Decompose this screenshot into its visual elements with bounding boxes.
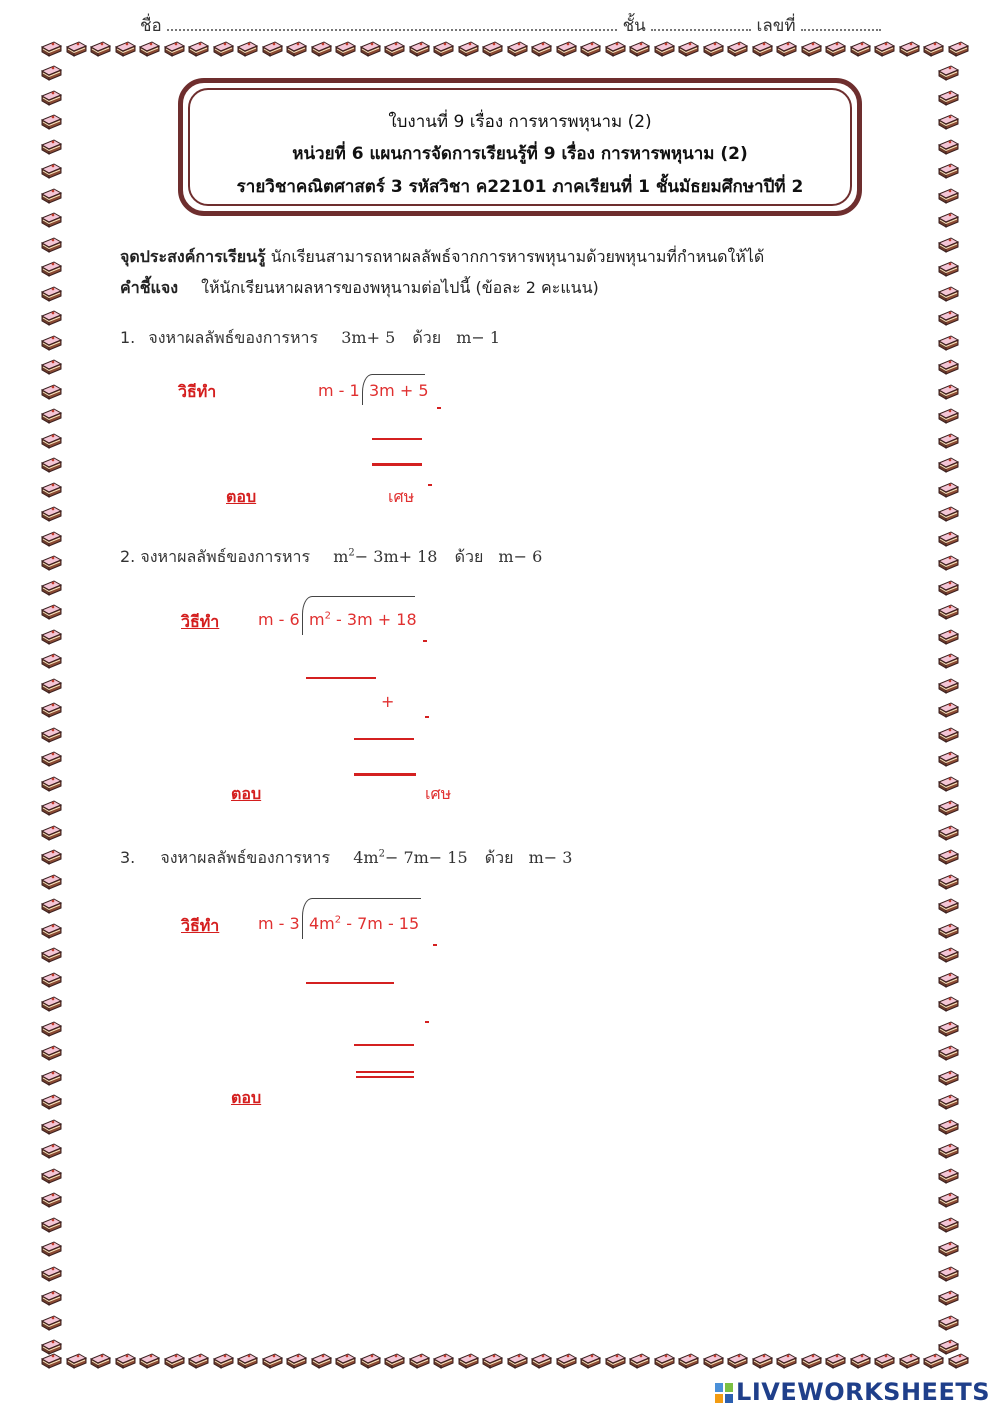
cake-border-icon <box>702 40 724 58</box>
cake-border-icon <box>937 750 959 768</box>
cake-border-icon <box>775 40 797 58</box>
cake-border-icon <box>40 236 62 254</box>
logo-text: LIVEWORKSHEETS <box>736 1378 990 1406</box>
cake-border-icon <box>334 1352 356 1370</box>
cake-border-icon <box>40 554 62 572</box>
remainder-label: เศษ <box>388 487 415 506</box>
cake-border-icon <box>40 407 62 425</box>
cake-border-icon <box>937 603 959 621</box>
class-field[interactable] <box>651 15 751 31</box>
cake-border-icon <box>40 383 62 401</box>
cake-border-icon <box>261 1352 283 1370</box>
cake-border-icon <box>285 40 307 58</box>
cake-border-icon <box>40 481 62 499</box>
name-label: ชื่อ <box>140 16 162 36</box>
question-dividend: $4m^2- 7m- 15$ <box>353 848 468 867</box>
cake-border-icon <box>506 40 528 58</box>
cake-border-icon <box>40 946 62 964</box>
cake-border-icon <box>530 40 552 58</box>
cake-border-icon <box>40 799 62 817</box>
name-field[interactable] <box>167 15 617 31</box>
cake-border-icon <box>40 1118 62 1136</box>
cake-border-icon <box>65 40 87 58</box>
cake-border-icon <box>937 1069 959 1087</box>
question-prompt: จงหาผลลัพธ์ของการหาร <box>148 328 319 347</box>
work-divisor: m - 6 <box>258 610 300 629</box>
cake-border-icon <box>937 1240 959 1258</box>
cake-border-icon <box>40 1142 62 1160</box>
work-line <box>306 677 376 679</box>
cake-border-icon <box>40 775 62 793</box>
cake-border-icon <box>937 1338 959 1356</box>
cake-border-icon <box>937 211 959 229</box>
cake-border-icon <box>40 1167 62 1185</box>
cake-border-icon <box>40 603 62 621</box>
cake-border-icon <box>653 40 675 58</box>
cake-border-icon <box>114 40 136 58</box>
question-number: 2. <box>120 547 136 566</box>
cake-border-icon <box>40 432 62 450</box>
cake-border-icon <box>40 897 62 915</box>
instruction-line <box>120 276 599 301</box>
cake-border-icon <box>937 726 959 744</box>
cake-border-icon <box>40 285 62 303</box>
cake-border-icon <box>40 1020 62 1038</box>
cake-border-icon <box>937 1020 959 1038</box>
cake-border-icon <box>937 1167 959 1185</box>
work-line-2 <box>354 1044 414 1046</box>
cake-border-icon <box>800 40 822 58</box>
instruction-text: ให้นักเรียนหาผลหารของพหุนามต่อไปนี้ (ข้อละ 2 คะแนน) <box>201 278 599 297</box>
cake-border-icon <box>40 1338 62 1356</box>
cake-border-icon <box>236 40 258 58</box>
cake-border-icon <box>40 187 62 205</box>
cake-border-icon <box>40 750 62 768</box>
cake-border-icon <box>40 113 62 131</box>
header-unit: หน่วยที่ 6 แผนการจัดการเรียนรู้ที่ 9 เรื่อง การหารพหุนาม (2) <box>292 144 748 164</box>
cake-border-icon <box>937 1044 959 1062</box>
cake-border-icon <box>937 1118 959 1136</box>
cake-border-icon <box>310 1352 332 1370</box>
cake-border-icon <box>163 1352 185 1370</box>
cake-border-icon <box>530 1352 552 1370</box>
cake-border-icon <box>937 113 959 131</box>
cake-border-icon <box>40 1314 62 1332</box>
work-dividend: $m^2 - 3m + 18$ <box>309 610 417 629</box>
cake-border-icon <box>40 40 62 58</box>
subtract-mark <box>433 944 437 946</box>
cake-border-icon <box>334 40 356 58</box>
cake-border-icon <box>604 40 626 58</box>
question-by: ด้วย <box>454 547 484 566</box>
cake-border-icon <box>138 40 160 58</box>
work-divisor: m - 3 <box>258 914 300 933</box>
cake-border-icon <box>40 456 62 474</box>
worksheet-header <box>178 78 862 216</box>
cake-border-icon <box>751 1352 773 1370</box>
cake-border-icon <box>432 1352 454 1370</box>
cake-border-icon <box>937 407 959 425</box>
cake-border-icon <box>937 579 959 597</box>
cake-border-icon <box>579 1352 601 1370</box>
method-label: วิธีทำ <box>178 382 217 401</box>
question-1 <box>120 326 500 351</box>
cake-border-icon <box>40 211 62 229</box>
cake-border-icon <box>937 334 959 352</box>
cake-border-icon <box>937 873 959 891</box>
cake-border-icon <box>481 1352 503 1370</box>
cake-border-icon <box>40 1289 62 1307</box>
cake-border-icon <box>40 1069 62 1087</box>
cake-border-icon <box>555 40 577 58</box>
question-by: ด้วย <box>484 848 514 867</box>
cake-border-icon <box>40 873 62 891</box>
cake-border-icon <box>579 40 601 58</box>
cake-border-icon <box>898 1352 920 1370</box>
cake-border-icon <box>40 848 62 866</box>
cake-border-icon <box>285 1352 307 1370</box>
cake-border-icon <box>40 1093 62 1111</box>
plus-sign: + <box>381 692 395 711</box>
cake-border-icon <box>261 40 283 58</box>
cake-border-icon <box>457 40 479 58</box>
cake-border-icon <box>359 40 381 58</box>
remainder-line-2 <box>356 1076 414 1078</box>
cake-border-icon <box>937 1265 959 1283</box>
remainder-line <box>354 773 416 776</box>
cake-border-icon <box>937 162 959 180</box>
cake-border-icon <box>359 1352 381 1370</box>
question-divisor: m− 3 <box>528 848 573 867</box>
method-label: วิธีทำ <box>181 612 220 631</box>
work-dividend: 3m + 5 <box>369 381 429 400</box>
cake-border-icon <box>726 1352 748 1370</box>
liveworksheets-logo <box>715 1378 990 1406</box>
cake-border-icon <box>40 1191 62 1209</box>
work-line-2 <box>354 738 414 740</box>
cake-border-icon <box>937 358 959 376</box>
cake-border-icon <box>40 652 62 670</box>
logo-icon <box>715 1383 733 1403</box>
remainder-line <box>372 463 422 466</box>
cake-border-icon <box>481 40 503 58</box>
answer-label: ตอบ <box>226 487 257 506</box>
question-by: ด้วย <box>412 328 442 347</box>
cake-border-icon <box>937 505 959 523</box>
cake-border-icon <box>40 505 62 523</box>
cake-border-icon <box>937 922 959 940</box>
cake-border-icon <box>873 1352 895 1370</box>
work-line <box>372 438 422 440</box>
cake-border-icon <box>937 1314 959 1332</box>
question-3 <box>120 846 572 871</box>
cake-border-icon <box>310 40 332 58</box>
question-number: 1. <box>120 328 136 347</box>
cake-border-icon <box>677 40 699 58</box>
header-course: รายวิชาคณิตศาสตร์ 3 รหัสวิชา ค22101 ภาคเรียนที่ 1 ชั้นมัธยมศึกษาปีที่ 2 <box>236 177 804 197</box>
cake-border-icon <box>40 726 62 744</box>
cake-border-icon <box>40 260 62 278</box>
cake-border-icon <box>873 40 895 58</box>
cake-border-icon <box>653 1352 675 1370</box>
cake-border-icon <box>40 995 62 1013</box>
cake-border-icon <box>937 848 959 866</box>
cake-border-icon <box>937 285 959 303</box>
cake-border-icon <box>849 40 871 58</box>
subtract-mark-2 <box>425 716 429 718</box>
remainder-answer-mark <box>428 484 432 486</box>
cake-border-icon <box>751 40 773 58</box>
cake-border-icon <box>89 40 111 58</box>
cake-border-icon <box>937 652 959 670</box>
cake-border-icon <box>604 1352 626 1370</box>
cake-border-icon <box>824 1352 846 1370</box>
cake-border-icon <box>922 40 944 58</box>
cake-border-icon <box>937 456 959 474</box>
cake-border-icon <box>138 1352 160 1370</box>
cake-border-icon <box>937 946 959 964</box>
cake-border-icon <box>187 40 209 58</box>
cake-border-icon <box>937 138 959 156</box>
cake-border-icon <box>937 824 959 842</box>
cake-border-icon <box>947 40 969 58</box>
cake-border-icon <box>40 677 62 695</box>
remainder-label: เศษ <box>425 784 452 803</box>
method-label: วิธีทำ <box>181 916 220 935</box>
cake-border-icon <box>40 971 62 989</box>
objective-text: นักเรียนสามารถหาผลลัพธ์จากการหารพหุนามด้วยพหุนามที่กำหนดให้ได้ <box>270 247 765 266</box>
header-title: ใบงานที่ 9 เรื่อง การหารพหุนาม (2) <box>388 112 652 132</box>
cake-border-icon <box>40 701 62 719</box>
cake-border-icon <box>775 1352 797 1370</box>
cake-border-icon <box>937 89 959 107</box>
cake-border-icon <box>937 1191 959 1209</box>
cake-border-icon <box>383 1352 405 1370</box>
cake-border-icon <box>849 1352 871 1370</box>
cake-border-icon <box>937 187 959 205</box>
student-info-line <box>140 12 881 39</box>
question-prompt: จงหาผลลัพธ์ของการหาร <box>140 547 311 566</box>
cake-border-icon <box>937 799 959 817</box>
subtract-mark <box>437 407 441 409</box>
work-line <box>306 982 394 984</box>
cake-border-icon <box>824 40 846 58</box>
cake-border-icon <box>937 236 959 254</box>
cake-border-icon <box>432 40 454 58</box>
cake-border-icon <box>937 995 959 1013</box>
class-label: ชั้น <box>622 16 646 36</box>
cake-border-icon <box>408 1352 430 1370</box>
cake-border-icon <box>40 89 62 107</box>
cake-border-icon <box>937 432 959 450</box>
cake-border-icon <box>937 309 959 327</box>
question-dividend: $m^2- 3m+ 18$ <box>333 547 438 566</box>
cake-border-icon <box>937 1142 959 1160</box>
question-divisor: m− 6 <box>498 547 543 566</box>
work-dividend: $4m^2 - 7m - 15$ <box>309 914 420 933</box>
cake-border-icon <box>628 40 650 58</box>
subtract-mark <box>423 640 427 642</box>
cake-border-icon <box>40 922 62 940</box>
cake-border-icon <box>89 1352 111 1370</box>
answer-label: ตอบ <box>231 1088 262 1107</box>
cake-border-icon <box>937 64 959 82</box>
cake-border-icon <box>163 40 185 58</box>
cake-border-icon <box>236 1352 258 1370</box>
cake-border-icon <box>937 1216 959 1234</box>
cake-border-icon <box>702 1352 724 1370</box>
cake-border-icon <box>40 1044 62 1062</box>
objective-label: จุดประสงค์การเรียนรู้ <box>120 247 266 266</box>
work-divisor: m - 1 <box>318 381 360 400</box>
cake-border-icon <box>40 824 62 842</box>
cake-border-icon <box>65 1352 87 1370</box>
cake-border-icon <box>40 1265 62 1283</box>
cake-border-icon <box>937 1093 959 1111</box>
cake-border-icon <box>937 628 959 646</box>
objective-line <box>120 245 764 270</box>
instruction-label: คำชี้แจง <box>120 278 179 297</box>
cake-border-icon <box>408 40 430 58</box>
answer-label: ตอบ <box>231 784 262 803</box>
number-field[interactable] <box>801 15 881 31</box>
cake-border-icon <box>40 530 62 548</box>
cake-border-icon <box>40 579 62 597</box>
cake-border-icon <box>212 40 234 58</box>
cake-border-icon <box>937 775 959 793</box>
header-inner-frame <box>188 88 852 206</box>
cake-border-icon <box>726 40 748 58</box>
cake-border-icon <box>40 1216 62 1234</box>
cake-border-icon <box>457 1352 479 1370</box>
subtract-mark-2 <box>425 1021 429 1023</box>
number-label: เลขที่ <box>756 16 796 36</box>
cake-border-icon <box>383 40 405 58</box>
cake-border-icon <box>937 677 959 695</box>
cake-border-icon <box>937 897 959 915</box>
question-2 <box>120 545 542 570</box>
question-divisor: m− 1 <box>456 328 501 347</box>
remainder-line <box>356 1071 414 1073</box>
question-number: 3. <box>120 848 136 867</box>
cake-border-icon <box>555 1352 577 1370</box>
cake-border-icon <box>40 628 62 646</box>
cake-border-icon <box>40 1240 62 1258</box>
cake-border-icon <box>40 64 62 82</box>
cake-border-icon <box>114 1352 136 1370</box>
cake-border-icon <box>212 1352 234 1370</box>
cake-border-icon <box>937 1289 959 1307</box>
question-prompt: จงหาผลลัพธ์ของการหาร <box>160 848 331 867</box>
cake-border-icon <box>937 260 959 278</box>
cake-border-icon <box>40 309 62 327</box>
cake-border-icon <box>40 334 62 352</box>
cake-border-icon <box>628 1352 650 1370</box>
cake-border-icon <box>937 554 959 572</box>
cake-border-icon <box>40 358 62 376</box>
cake-border-icon <box>937 701 959 719</box>
cake-border-icon <box>937 383 959 401</box>
cake-border-icon <box>937 971 959 989</box>
question-dividend: 3m+ 5 <box>341 328 396 347</box>
cake-border-icon <box>40 138 62 156</box>
cake-border-icon <box>677 1352 699 1370</box>
cake-border-icon <box>800 1352 822 1370</box>
cake-border-icon <box>506 1352 528 1370</box>
cake-border-icon <box>898 40 920 58</box>
cake-border-icon <box>937 481 959 499</box>
cake-border-icon <box>40 162 62 180</box>
cake-border-icon <box>187 1352 209 1370</box>
cake-border-icon <box>937 530 959 548</box>
